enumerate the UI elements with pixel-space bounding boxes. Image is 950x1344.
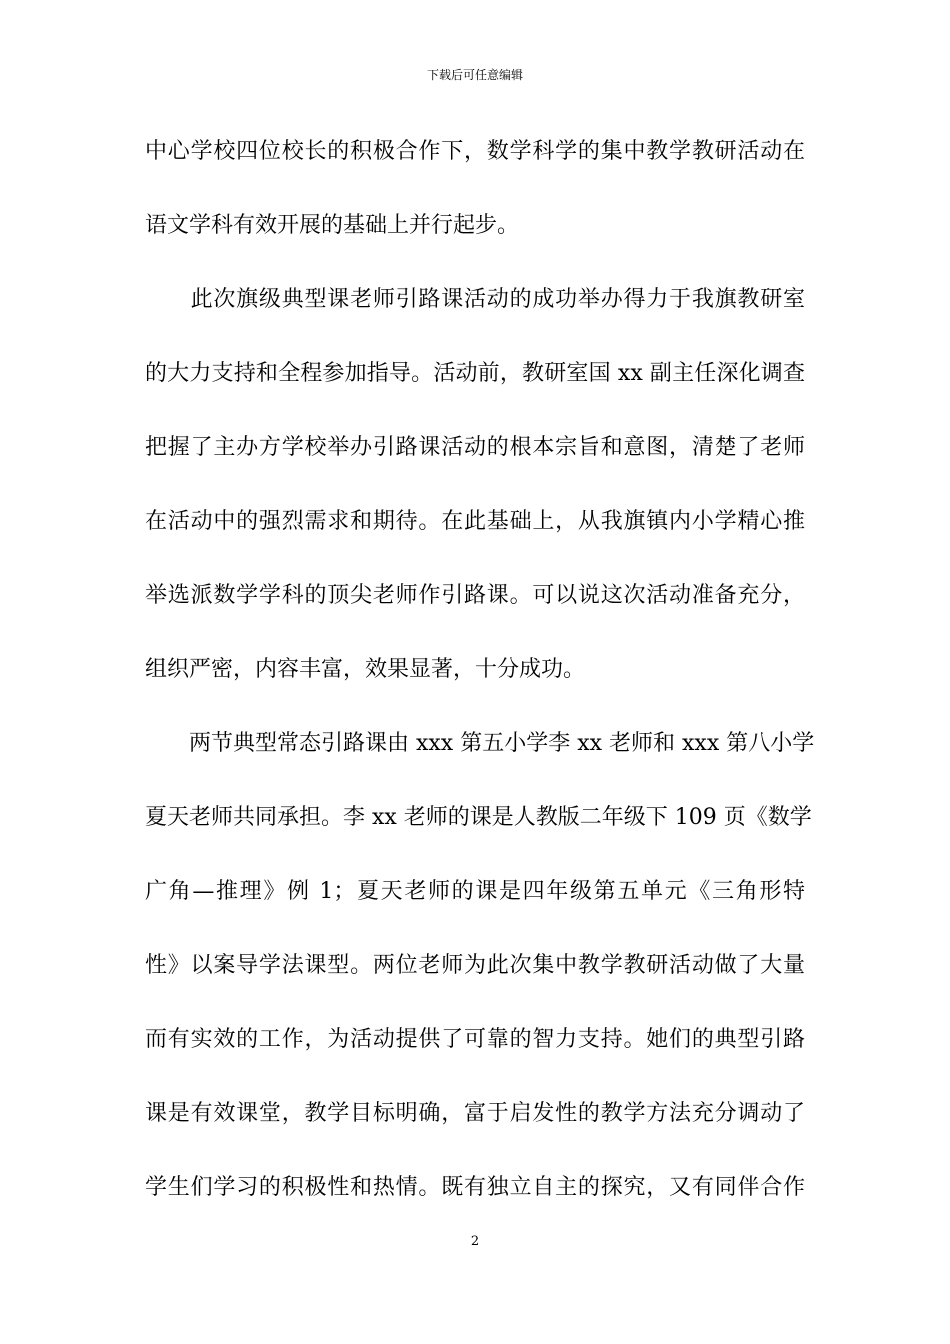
text-line: 语文学科有效开展的基础上并行起步。 bbox=[145, 213, 520, 238]
text-line: 性》以案导学法课型。两位老师为此次集中教学教研活动做了大量 bbox=[145, 953, 805, 978]
text-line: 学生们学习的积极性和热情。既有独立自主的探究，又有同伴合作 bbox=[145, 1175, 805, 1200]
text-line: 广角—推理》例 1；夏天老师的课是四年级第五单元《三角形特 bbox=[145, 879, 805, 904]
text-line: 此次旗级典型课老师引路课活动的成功举办得力于我旗教研室 bbox=[145, 287, 805, 312]
page-number: 2 bbox=[470, 1234, 480, 1249]
text-line: 把握了主办方学校举办引路课活动的根本宗旨和意图，清楚了老师 bbox=[145, 435, 805, 460]
text-line: 举选派数学学科的顶尖老师作引路课。可以说这次活动准备充分， bbox=[145, 583, 805, 608]
text-line: 的大力支持和全程参加指导。活动前，教研室国 xx 副主任深化调查 bbox=[145, 361, 805, 386]
page-header: 下载后可任意编辑 bbox=[426, 68, 523, 82]
text-line: 两节典型常态引路课由 xxx 第五小学李 xx 老师和 xxx 第八小学 bbox=[145, 731, 815, 756]
text-line: 在活动中的强烈需求和期待。在此基础上，从我旗镇内小学精心推 bbox=[145, 509, 805, 534]
text-line: 而有实效的工作，为活动提供了可靠的智力支持。她们的典型引路 bbox=[145, 1027, 805, 1052]
text-line: 组织严密，内容丰富，效果显著，十分成功。 bbox=[145, 657, 586, 682]
text-line: 中心学校四位校长的积极合作下，数学科学的集中教学教研活动在 bbox=[145, 139, 805, 164]
text-line: 课是有效课堂，教学目标明确，富于启发性的教学方法充分调动了 bbox=[145, 1101, 805, 1126]
text-line: 夏天老师共同承担。李 xx 老师的课是人教版二年级下 109 页《数学 bbox=[145, 805, 812, 830]
